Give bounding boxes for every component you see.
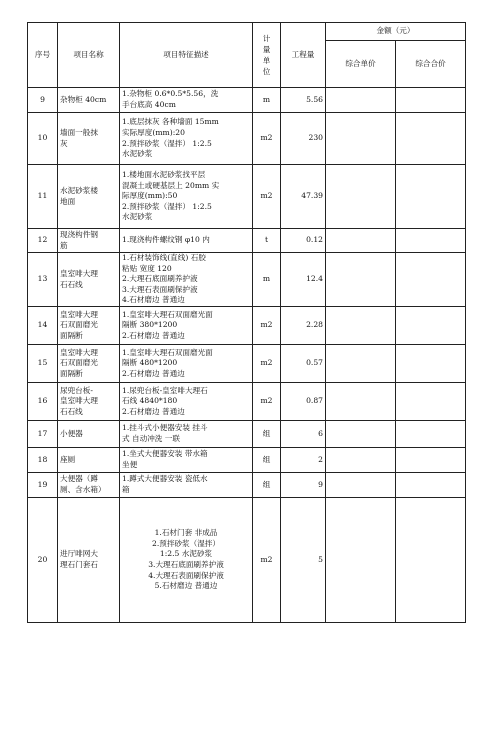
- row-total-price: [396, 345, 466, 383]
- row-name: 水泥砂浆楼 地面: [58, 165, 120, 229]
- row-unit: m2: [253, 165, 281, 229]
- row-total-price: [396, 421, 466, 448]
- row-unit: t: [253, 229, 281, 253]
- table-row: [28, 165, 466, 229]
- table-row: [28, 88, 466, 113]
- table-row: [28, 113, 466, 165]
- row-seq: 15: [28, 345, 58, 383]
- row-unit-price: [326, 88, 396, 113]
- row-seq: 13: [28, 253, 58, 307]
- row-unit: 组: [253, 421, 281, 448]
- table-row: [28, 345, 466, 383]
- row-name: 大便器（蹲 厕、含水箱）: [58, 473, 120, 498]
- row-unit: m2: [253, 307, 281, 345]
- table-row: [28, 448, 466, 473]
- row-unit: m2: [253, 345, 281, 383]
- row-seq: 11: [28, 165, 58, 229]
- row-total-price: [396, 165, 466, 229]
- row-desc: 1.石材装饰线(直线) 石胶 粘贴 宽度 120 2.大理石底面刷养护液 3.大理石表面刷保护液 4.石材磨边 普通边: [120, 253, 253, 307]
- header-total-price: 综合合价: [396, 41, 466, 88]
- row-unit: m: [253, 88, 281, 113]
- row-seq: 18: [28, 448, 58, 473]
- row-total-price: [396, 113, 466, 165]
- row-desc: 1.现浇构件螺纹钢 φ10 内: [120, 229, 253, 253]
- row-name: 墙面一般抹 灰: [58, 113, 120, 165]
- row-desc: 1.底层抹灰 各种墙面 15mm 实际厚度(mm):20 2.预拌砂浆（湿拌） 1:2.5 水泥砂浆: [120, 113, 253, 165]
- row-unit: m: [253, 253, 281, 307]
- row-qty: 5: [281, 498, 326, 623]
- header-name: 项目名称: [58, 23, 120, 88]
- row-seq: 12: [28, 229, 58, 253]
- row-seq: 10: [28, 113, 58, 165]
- row-total-price: [396, 448, 466, 473]
- row-qty: 9: [281, 473, 326, 498]
- row-name: 座厕: [58, 448, 120, 473]
- row-qty: 6: [281, 421, 326, 448]
- row-name: 皇室啡大理 石双面磨光 面隔断: [58, 307, 120, 345]
- row-name: 皇室啡大理 石双面磨光 面隔断: [58, 345, 120, 383]
- header-qty: 工程量: [281, 23, 326, 88]
- row-seq: 14: [28, 307, 58, 345]
- table-row: [28, 383, 466, 421]
- table-row: [28, 473, 466, 498]
- row-total-price: [396, 473, 466, 498]
- row-qty: 0.57: [281, 345, 326, 383]
- row-seq: 17: [28, 421, 58, 448]
- row-unit-price: [326, 165, 396, 229]
- table-row: [28, 421, 466, 448]
- row-qty: 0.87: [281, 383, 326, 421]
- row-unit-price: [326, 345, 396, 383]
- row-unit-price: [326, 473, 396, 498]
- row-desc: 1.皇室啡大理石双面磨光面 隔断 480*1200 2.石材磨边 普通边: [120, 345, 253, 383]
- row-qty: 2.28: [281, 307, 326, 345]
- header-seq: 序号: [28, 23, 58, 88]
- row-name: 尿兜台板- 皇室啡大理 石石线: [58, 383, 120, 421]
- row-name: 杂物柜 40cm: [58, 88, 120, 113]
- header-amount: 金额（元）: [326, 23, 466, 41]
- row-seq: 16: [28, 383, 58, 421]
- row-total-price: [396, 88, 466, 113]
- row-unit-price: [326, 383, 396, 421]
- row-desc: 1.楼地面水泥砂浆找平层 混凝土或硬基层上 20mm 实 际厚度(mm):50 2.预拌砂浆（湿拌） 1:2.5 水泥砂浆: [120, 165, 253, 229]
- row-unit: m2: [253, 113, 281, 165]
- header-unit: 计 量 单 位: [253, 23, 281, 88]
- row-qty: 12.4: [281, 253, 326, 307]
- row-desc: 1.尿兜台板-皇室啡大理石 石线 4840*180 2.石材磨边 普通边: [120, 383, 253, 421]
- row-unit: m2: [253, 498, 281, 623]
- row-desc: 1.石材门套 非成品 2.预拌砂浆（湿拌） 1:2.5 水泥砂浆 3.大理石底面刷养护液 4.大理石表面刷保护液 5.石材磨边 普通边: [120, 498, 253, 623]
- table-row: [28, 229, 466, 253]
- header-unit-price: 综合单价: [326, 41, 396, 88]
- row-unit-price: [326, 229, 396, 253]
- row-unit-price: [326, 307, 396, 345]
- row-name: 进厅啡网大 理石门套石: [58, 498, 120, 623]
- row-desc: 1.杂物柜 0.6*0.5*5.56，洗 手台底高 40cm: [120, 88, 253, 113]
- bill-of-quantities-table: [27, 22, 466, 623]
- row-qty: 2: [281, 448, 326, 473]
- row-name: 皇室啡大理 石石线: [58, 253, 120, 307]
- row-desc: 1.坐式大便器安装 带水箱 坐便: [120, 448, 253, 473]
- row-unit-price: [326, 113, 396, 165]
- row-total-price: [396, 498, 466, 623]
- table-row: [28, 253, 466, 307]
- row-desc: 1.皇室啡大理石双面磨光面 隔断 380*1200 2.石材磨边 普通边: [120, 307, 253, 345]
- row-name: 现浇构件钢 筋: [58, 229, 120, 253]
- row-seq: 20: [28, 498, 58, 623]
- row-qty: 0.12: [281, 229, 326, 253]
- row-unit-price: [326, 498, 396, 623]
- row-total-price: [396, 383, 466, 421]
- row-unit-price: [326, 253, 396, 307]
- row-seq: 19: [28, 473, 58, 498]
- row-desc: 1.挂斗式小便器安装 挂斗 式 自动冲洗 一联: [120, 421, 253, 448]
- row-unit: m2: [253, 383, 281, 421]
- row-unit-price: [326, 448, 396, 473]
- header-desc: 项目特征描述: [120, 23, 253, 88]
- row-qty: 47.39: [281, 165, 326, 229]
- table-row: [28, 307, 466, 345]
- row-seq: 9: [28, 88, 58, 113]
- row-unit-price: [326, 421, 396, 448]
- row-total-price: [396, 229, 466, 253]
- row-qty: 230: [281, 113, 326, 165]
- row-unit: 组: [253, 473, 281, 498]
- row-total-price: [396, 253, 466, 307]
- table-row: [28, 498, 466, 623]
- row-total-price: [396, 307, 466, 345]
- row-desc: 1.蹲式大便器安装 瓷低水 箱: [120, 473, 253, 498]
- row-qty: 5.56: [281, 88, 326, 113]
- row-unit: 组: [253, 448, 281, 473]
- row-name: 小便器: [58, 421, 120, 448]
